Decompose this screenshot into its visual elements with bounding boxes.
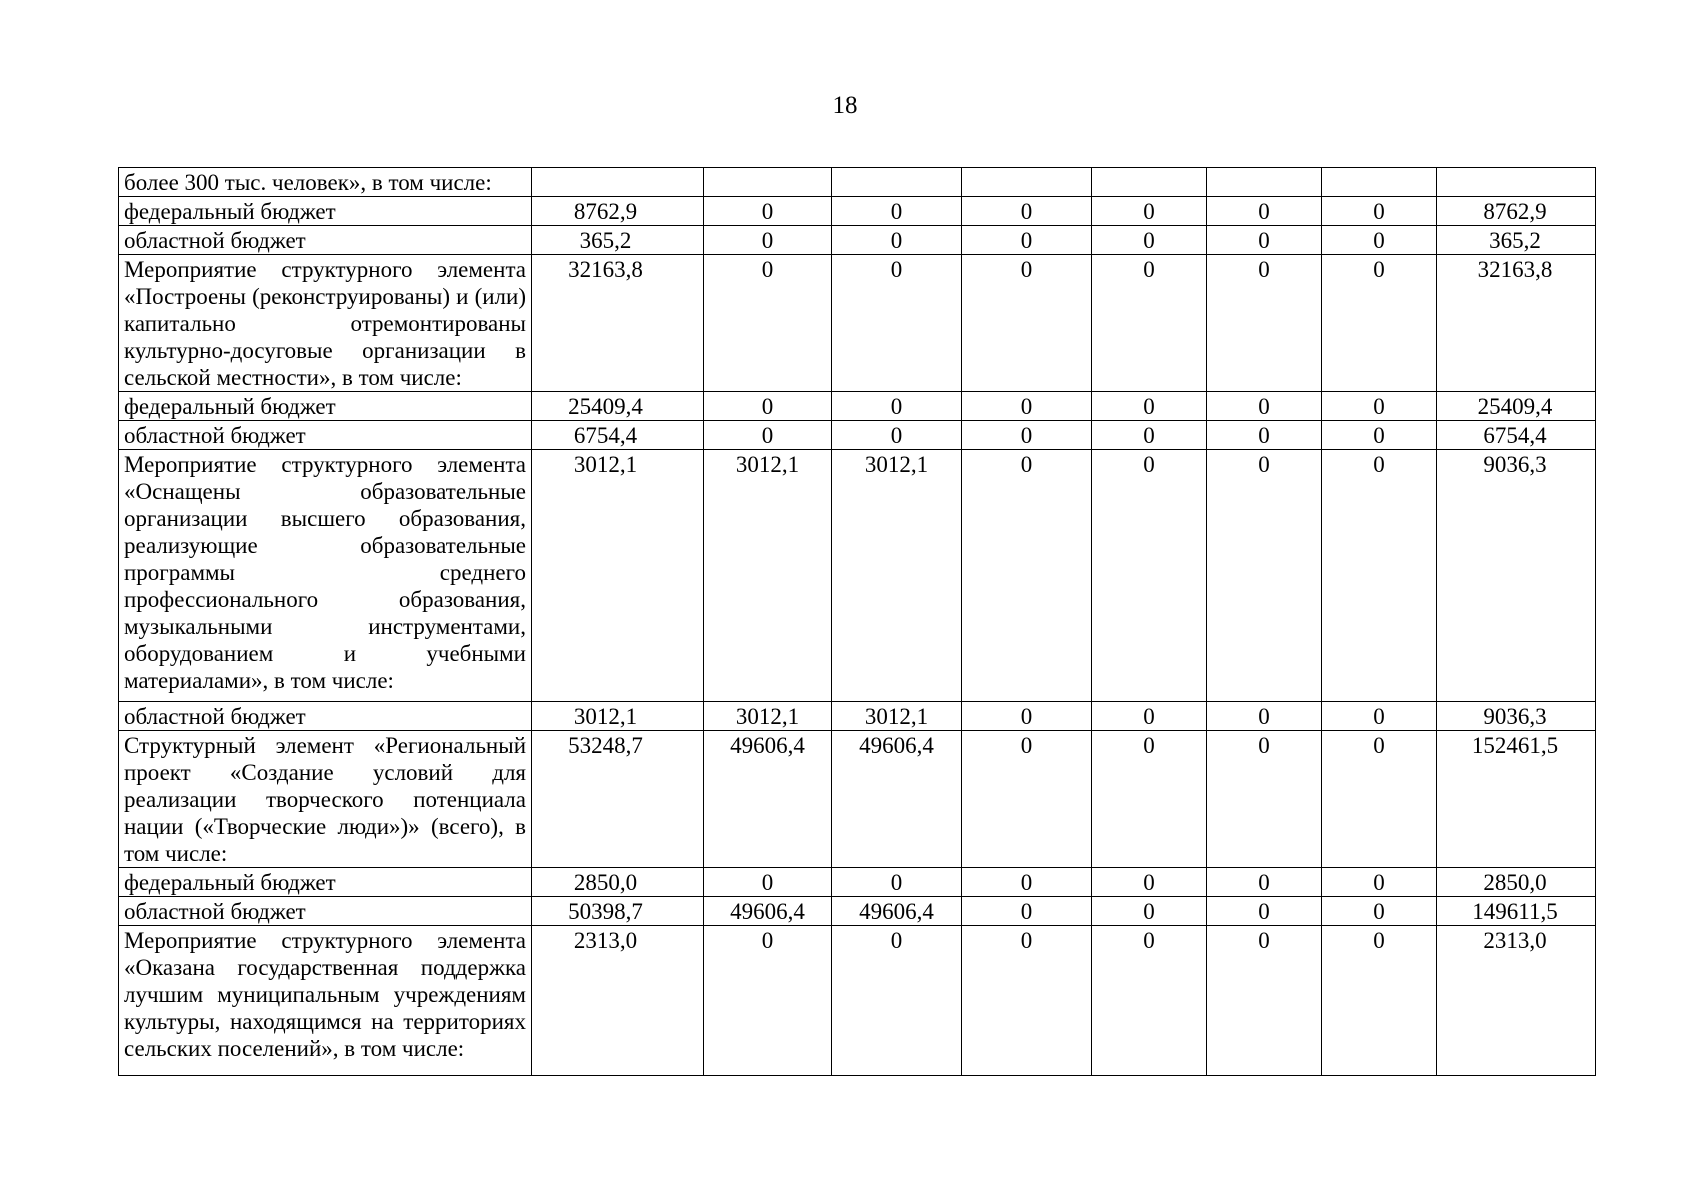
value-cell	[1092, 168, 1207, 197]
value-cell: 0	[832, 255, 962, 392]
budget-table	[118, 167, 1596, 1076]
value-cell	[1207, 168, 1322, 197]
value-cell: 365,2	[532, 226, 704, 255]
value-cell: 0	[962, 702, 1092, 731]
value-cell: 0	[1322, 255, 1437, 392]
row-total-cell: 6754,4	[1437, 421, 1596, 450]
value-cell: 0	[832, 868, 962, 897]
value-cell: 0	[1322, 868, 1437, 897]
row-label: областной бюджет	[119, 421, 532, 450]
row-label: областной бюджет	[119, 897, 532, 926]
table-row	[119, 168, 1596, 197]
row-total-cell: 152461,5	[1437, 731, 1596, 868]
row-total-cell: 2850,0	[1437, 868, 1596, 897]
value-cell: 0	[962, 392, 1092, 421]
value-cell: 0	[704, 868, 832, 897]
row-total-cell	[1437, 168, 1596, 197]
value-cell: 0	[962, 197, 1092, 226]
table-row	[119, 868, 1596, 897]
value-cell: 32163,8	[532, 255, 704, 392]
value-cell: 0	[704, 226, 832, 255]
row-total-cell: 9036,3	[1437, 702, 1596, 731]
table-row	[119, 392, 1596, 421]
row-label: федеральный бюджет	[119, 197, 532, 226]
value-cell: 0	[1207, 197, 1322, 226]
table-row	[119, 731, 1596, 868]
value-cell: 0	[1092, 731, 1207, 868]
value-cell: 0	[962, 731, 1092, 868]
row-label: Мероприятие структурного элемента «Оказана государственная поддержка лучшим муниципальным учреждениям культуры, находящимся на территориях сельских поселений», в том числе:	[119, 926, 532, 1076]
row-label: федеральный бюджет	[119, 392, 532, 421]
value-cell: 0	[1207, 255, 1322, 392]
value-cell: 2313,0	[532, 926, 704, 1076]
page-number: 18	[832, 92, 858, 119]
table-body	[119, 168, 1596, 1076]
value-cell: 3012,1	[532, 702, 704, 731]
value-cell: 0	[1092, 926, 1207, 1076]
table-row	[119, 421, 1596, 450]
table-row	[119, 450, 1596, 702]
value-cell: 0	[1322, 421, 1437, 450]
value-cell: 0	[832, 392, 962, 421]
value-cell: 0	[704, 197, 832, 226]
value-cell: 0	[832, 421, 962, 450]
value-cell: 0	[1092, 255, 1207, 392]
value-cell: 3012,1	[704, 450, 832, 702]
value-cell: 3012,1	[832, 450, 962, 702]
value-cell	[832, 168, 962, 197]
row-label: областной бюджет	[119, 702, 532, 731]
value-cell: 0	[962, 926, 1092, 1076]
row-label: Мероприятие структурного элемента «Оснащены образовательные организации высшего образования, реализующие образовательные программы среднего профессионального образования, музыкальными инструментами, оборудованием и учебными материалами», в том числе:	[119, 450, 532, 702]
value-cell: 0	[1207, 868, 1322, 897]
value-cell: 0	[962, 868, 1092, 897]
table-row	[119, 255, 1596, 392]
value-cell: 49606,4	[704, 897, 832, 926]
row-total-cell: 365,2	[1437, 226, 1596, 255]
value-cell: 0	[1092, 197, 1207, 226]
row-label: федеральный бюджет	[119, 868, 532, 897]
value-cell: 49606,4	[832, 897, 962, 926]
row-total-cell: 25409,4	[1437, 392, 1596, 421]
row-total-cell: 149611,5	[1437, 897, 1596, 926]
value-cell	[962, 168, 1092, 197]
value-cell: 25409,4	[532, 392, 704, 421]
value-cell: 0	[832, 926, 962, 1076]
row-total-cell: 2313,0	[1437, 926, 1596, 1076]
value-cell: 0	[1092, 421, 1207, 450]
value-cell: 0	[832, 197, 962, 226]
value-cell: 0	[1322, 226, 1437, 255]
value-cell: 8762,9	[532, 197, 704, 226]
table-row	[119, 897, 1596, 926]
value-cell: 6754,4	[532, 421, 704, 450]
row-total-cell: 32163,8	[1437, 255, 1596, 392]
value-cell: 0	[1092, 392, 1207, 421]
value-cell: 0	[704, 255, 832, 392]
value-cell: 0	[704, 926, 832, 1076]
value-cell	[704, 168, 832, 197]
value-cell: 3012,1	[832, 702, 962, 731]
value-cell: 49606,4	[832, 731, 962, 868]
value-cell: 0	[1322, 702, 1437, 731]
value-cell: 0	[1092, 226, 1207, 255]
row-label: Мероприятие структурного элемента «Построены (реконструированы) и (или) капитально отремонтированы культурно-досуговые организации в сельской местности», в том числе:	[119, 255, 532, 392]
value-cell: 0	[1322, 450, 1437, 702]
value-cell: 0	[962, 255, 1092, 392]
table-row	[119, 197, 1596, 226]
value-cell: 0	[704, 421, 832, 450]
value-cell: 0	[1207, 450, 1322, 702]
row-label: областной бюджет	[119, 226, 532, 255]
value-cell: 53248,7	[532, 731, 704, 868]
value-cell: 3012,1	[532, 450, 704, 702]
value-cell: 50398,7	[532, 897, 704, 926]
value-cell: 0	[1322, 897, 1437, 926]
value-cell: 0	[1207, 421, 1322, 450]
value-cell: 0	[962, 226, 1092, 255]
value-cell: 0	[1207, 926, 1322, 1076]
value-cell: 0	[1322, 926, 1437, 1076]
value-cell: 0	[1207, 392, 1322, 421]
value-cell: 0	[1092, 897, 1207, 926]
row-label: более 300 тыс. человек», в том числе:	[119, 168, 532, 197]
row-total-cell: 9036,3	[1437, 450, 1596, 702]
table-row	[119, 926, 1596, 1076]
value-cell: 0	[1092, 868, 1207, 897]
value-cell: 0	[1207, 226, 1322, 255]
table-row	[119, 702, 1596, 731]
value-cell: 2850,0	[532, 868, 704, 897]
row-label: Структурный элемент «Региональный проект «Создание условий для реализации творческого потенциала нации («Творческие люди»)» (всего), в том числе:	[119, 731, 532, 868]
value-cell: 0	[1207, 702, 1322, 731]
value-cell: 0	[704, 392, 832, 421]
value-cell: 0	[962, 450, 1092, 702]
value-cell: 3012,1	[704, 702, 832, 731]
value-cell: 49606,4	[704, 731, 832, 868]
value-cell: 0	[1322, 731, 1437, 868]
value-cell: 0	[832, 226, 962, 255]
value-cell: 0	[962, 421, 1092, 450]
value-cell: 0	[1207, 897, 1322, 926]
value-cell: 0	[1322, 197, 1437, 226]
value-cell	[532, 168, 704, 197]
value-cell: 0	[1092, 450, 1207, 702]
table-row	[119, 226, 1596, 255]
value-cell: 0	[1207, 731, 1322, 868]
value-cell: 0	[962, 897, 1092, 926]
value-cell: 0	[1092, 702, 1207, 731]
value-cell	[1322, 168, 1437, 197]
value-cell: 0	[1322, 392, 1437, 421]
row-total-cell: 8762,9	[1437, 197, 1596, 226]
